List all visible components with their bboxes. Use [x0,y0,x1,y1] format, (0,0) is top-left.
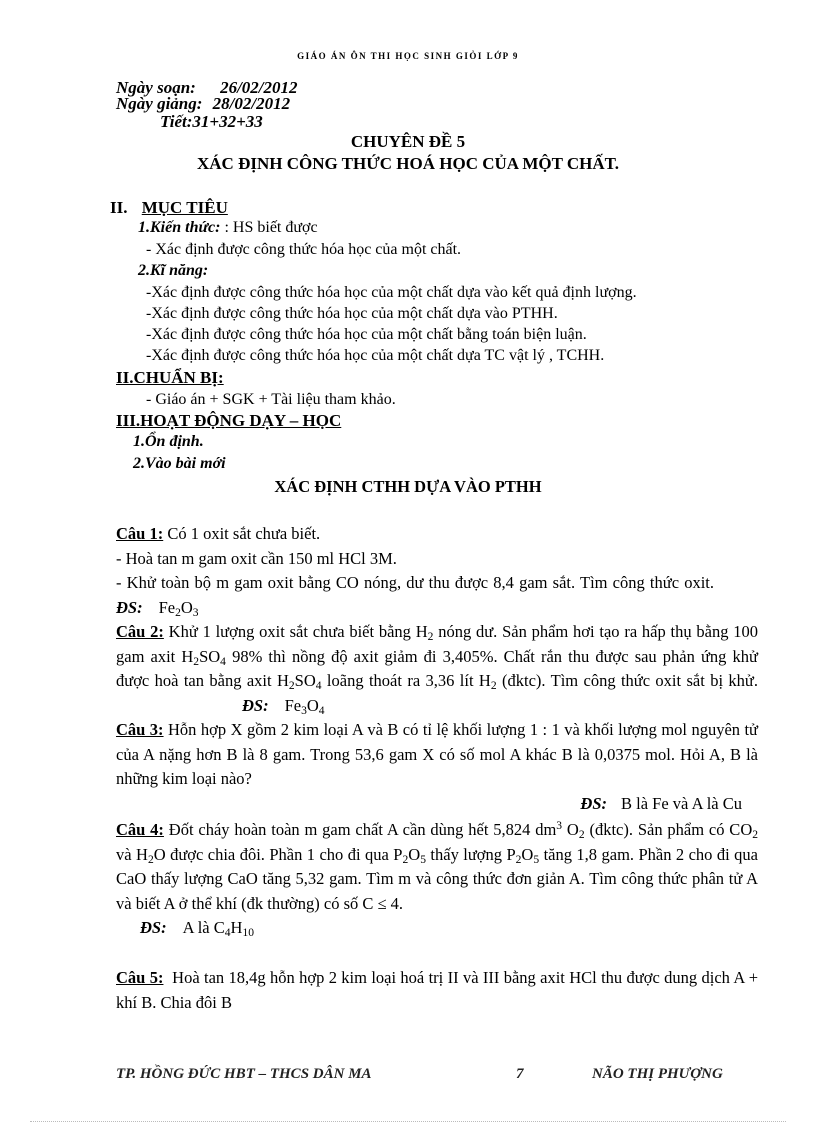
question-text: Hoà tan 18,4g hỗn hợp 2 kim loại hoá trị II và III bằng axit HCl thu được dung dịch A + khí B. Chia đôi B [116,968,759,1012]
chuan-bi-heading: II.CHUẨN BỊ: [116,368,224,387]
chuan-bi-item: - Giáo án + SGK + Tài liệu tham khảo. [146,391,396,408]
question-label: Câu 5: [116,968,164,987]
kien-thuc-label: 1.Kiến thức: [138,219,221,236]
question-text: Khử 1 lượng oxit sắt chưa biết bằng $H_2$ nóng dư. Sản phẩm hơi tạo ra hấp thụ bằng 100 gam axit $H_2SO_4$ 98% thì nồng độ axit giảm đi 3,405%. Chất rắn thu được sau phản ứng khử được hoà tan bằng axit $H_2SO_4$ loãng thoát ra 3,36 lít $H_2$ (đktc). Tìm công thức oxit sắt bị khử. [116,622,759,693]
answer-label: ĐS: [116,597,143,617]
muc-tieu-heading [110,198,228,218]
page-header: GIÁO ÁN ÔN THI HỌC SINH GIỎI LỚP 9 [297,51,519,61]
question-text: Có 1 oxit sắt chưa biết. [167,524,321,543]
question-text: - Khử toàn bộ m gam oxit bằng CO nóng, dư thu được 8,4 gam sắt. Tìm công thức oxit. [116,573,714,593]
question-text: Hỗn hợp X gồm 2 kim loại A và B có tỉ lệ khối lượng 1 : 1 và khối lượng mol nguyên tử của A nặng hơn B là 8 gam. Trong 53,6 gam X có số mol A khác B là 0,0375 mol. Hỏi A, B là những kim loại nào? [116,720,758,789]
answer-text: B là Fe và A là Cu [621,793,742,813]
title-line2: XÁC ĐỊNH CÔNG THỨC HOÁ HỌC CỦA MỘT CHẤT. [196,154,620,173]
page-bottom-rule [30,1121,786,1122]
title-line1: CHUYÊN ĐỀ 5 [350,132,466,151]
footer-page-number: 7 [516,1066,524,1082]
footer-right: NÃO THỊ PHƯỢNG [592,1066,723,1082]
question-label: Câu 2: [116,622,164,641]
answer-formula: A là $C_4H_{10}$ [182,918,255,940]
ngay-giang-line [116,95,290,113]
kien-thuc-line [138,219,318,237]
ki-nang-item: -Xác định được công thức hóa học của một chất dựa vào PTHH. [146,305,558,322]
footer-left: TP. HỒNG ĐỨC HBT – THCS DÂN MA [116,1066,372,1082]
question-2 [116,620,758,718]
ki-nang-label: 2.Kĩ năng: [138,262,209,279]
ngay-giang-value: 28/02/2012 [212,94,291,113]
answer-label: ĐS: [580,793,607,813]
answer-label: ĐS: [140,918,167,938]
muc-tieu-title: MỤC TIÊU [141,198,228,217]
answer-formula: $Fe_2O_3$ [158,597,199,619]
ki-nang-item: -Xác định được công thức hóa học của một chất bằng toán biện luận. [146,326,587,343]
question-5 [116,966,758,1015]
answer-label: ĐS: [242,695,269,715]
ngay-soan-value: 26/02/2012 [220,78,298,97]
hoat-dong-heading: III.HOẠT ĐỘNG DẠY – HỌC [116,411,342,430]
question-label: Câu 3: [116,720,164,739]
ki-nang-item: -Xác định được công thức hóa học của một chất dựa TC vật lý , TCHH. [146,347,605,364]
question-3 [116,718,758,816]
muc-tieu-num: II. [110,198,128,217]
tiet: Tiết:31+32+33 [160,112,263,131]
kien-thuc-item: - Xác định được công thức hóa học của một chất. [146,241,462,258]
question-label: Câu 4: [116,820,164,839]
question-text: Đốt cháy hoàn toàn m gam chất A cần dùng hết 5,824 $dm^3$ $O_2$ (đktc). Sản phẩm có $CO_2$ và $H_2O$ được chia đôi. Phần 1 cho đi qua $P_2O_5$ thấy lượng $P_2O_5$ tăng 1,8 gam. Phần 2 cho đi qua CaO thấy lượng CaO tăng 5,32 gam. Tìm m và công thức đơn giản A. Tìm công thức phân tử A và biết A ở thể khí (đk thường) có số C ≤ 4. [116,820,759,913]
answer-formula: $Fe_3O_4$ [284,695,325,717]
question-1 [116,522,758,620]
section-subtitle: XÁC ĐỊNH CTHH DỰA VÀO PTHH [274,477,542,496]
ngay-giang-label: Ngày giảng: [116,94,203,113]
kien-thuc-text: : HS biết được [224,219,318,236]
question-label: Câu 1: [116,524,164,543]
question-4 [116,818,758,941]
step-vao-bai: 2.Vào bài mới [133,455,226,472]
ki-nang-item: -Xác định được công thức hóa học của một chất dựa vào kết quả định lượng. [146,284,637,301]
ngay-soan-label: Ngày soạn: [116,78,196,97]
question-text: - Hoà tan m gam oxit cần 150 ml HCl 3M. [116,548,397,568]
step-on-dinh: 1.Ổn định. [133,433,204,450]
